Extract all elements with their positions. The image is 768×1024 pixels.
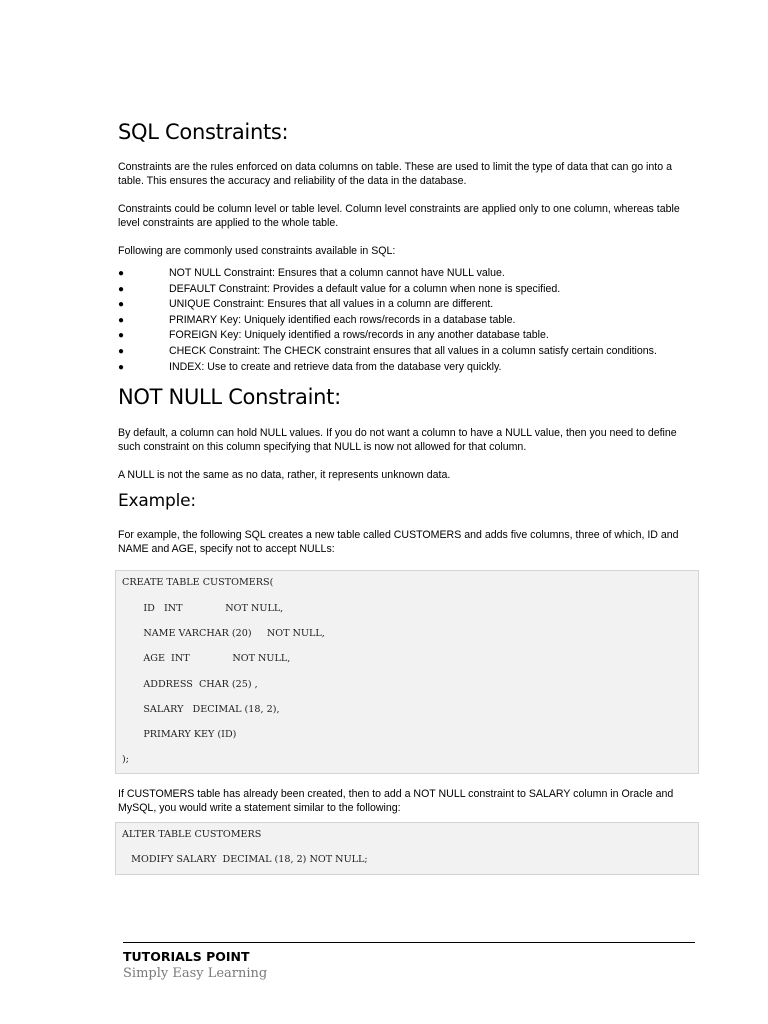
code-line: CREATE TABLE CUSTOMERS( xyxy=(122,577,274,588)
heading-not-null: NOT NULL Constraint: xyxy=(118,385,341,409)
heading-example: Example: xyxy=(118,491,196,511)
bullet-icon: ● xyxy=(118,268,125,279)
footer-tagline: Simply Easy Learning xyxy=(123,966,268,981)
code-block-create-table xyxy=(115,570,699,774)
list-item: ● FOREIGN Key: Uniquely identified a rows/records in any another database table. xyxy=(118,328,694,344)
list-item: ● PRIMARY Key: Uniquely identified each rows/records in a database table. xyxy=(118,313,694,329)
heading-sql-constraints: SQL Constraints: xyxy=(118,120,289,144)
code-line: NAME VARCHAR (20) NOT NULL, xyxy=(122,628,325,639)
bullet-icon: ● xyxy=(118,299,125,311)
bullet-icon: ● xyxy=(118,283,125,295)
footer-brand: TUTORIALS POINT xyxy=(123,949,250,964)
code-line: ID INT NOT NULL, xyxy=(122,603,284,614)
paragraph-not-null-default: By default, a column can hold NULL values. If you do not want a column to have a NULL value, then you need to define such constraint on this column specifying that NULL is now not allowed for that column. xyxy=(118,427,677,453)
code-line: PRIMARY KEY (ID) xyxy=(122,729,237,740)
paragraph-list-intro: Following are commonly used constraints available in SQL: xyxy=(118,245,396,257)
code-line: MODIFY SALARY DECIMAL (18, 2) NOT NULL; xyxy=(122,854,368,865)
bullet-icon: ● xyxy=(118,361,125,373)
code-line: ADDRESS CHAR (25) , xyxy=(122,679,258,690)
list-item: ● DEFAULT Constraint: Provides a default value for a column when none is specified. xyxy=(118,282,694,298)
code-block-alter-table xyxy=(115,822,699,875)
paragraph-alter-intro: If CUSTOMERS table has already been created, then to add a NOT NULL constraint to SALARY column in Oracle and MySQL, you would write a statement similar to the following: xyxy=(118,788,674,814)
bullet-icon: ● xyxy=(118,314,125,326)
list-item: ● INDEX: Use to create and retrieve data from the database very quickly. xyxy=(118,360,694,376)
code-line: ); xyxy=(122,754,129,765)
paragraph-levels: Constraints could be column level or table level. Column level constraints are applied only to one column, whereas table level constraints are applied to the whole table. xyxy=(118,203,680,229)
paragraph-null-meaning: A NULL is not the same as no data, rather, it represents unknown data. xyxy=(118,469,451,481)
code-line: SALARY DECIMAL (18, 2), xyxy=(122,704,280,715)
constraint-list xyxy=(118,266,694,375)
list-item: ● NOT NULL Constraint: Ensures that a column cannot have NULL value. xyxy=(118,266,694,282)
code-line: ALTER TABLE CUSTOMERS xyxy=(122,829,262,840)
list-item: ● CHECK Constraint: The CHECK constraint ensures that all values in a column satisfy certain conditions. xyxy=(118,344,694,360)
bullet-icon: ● xyxy=(118,330,125,342)
code-line: AGE INT NOT NULL, xyxy=(122,653,291,664)
bullet-icon: ● xyxy=(118,345,125,357)
list-item: ● UNIQUE Constraint: Ensures that all values in a column are different. xyxy=(118,297,694,313)
paragraph-intro: Constraints are the rules enforced on data columns on table. These are used to limit the type of data that can go into a table. This ensures the accuracy and reliability of the data in the database. xyxy=(118,161,672,187)
footer-divider xyxy=(123,942,695,943)
paragraph-example-intro: For example, the following SQL creates a new table called CUSTOMERS and adds five columns, three of which, ID and NAME and AGE, specify not to accept NULLs: xyxy=(118,529,679,555)
